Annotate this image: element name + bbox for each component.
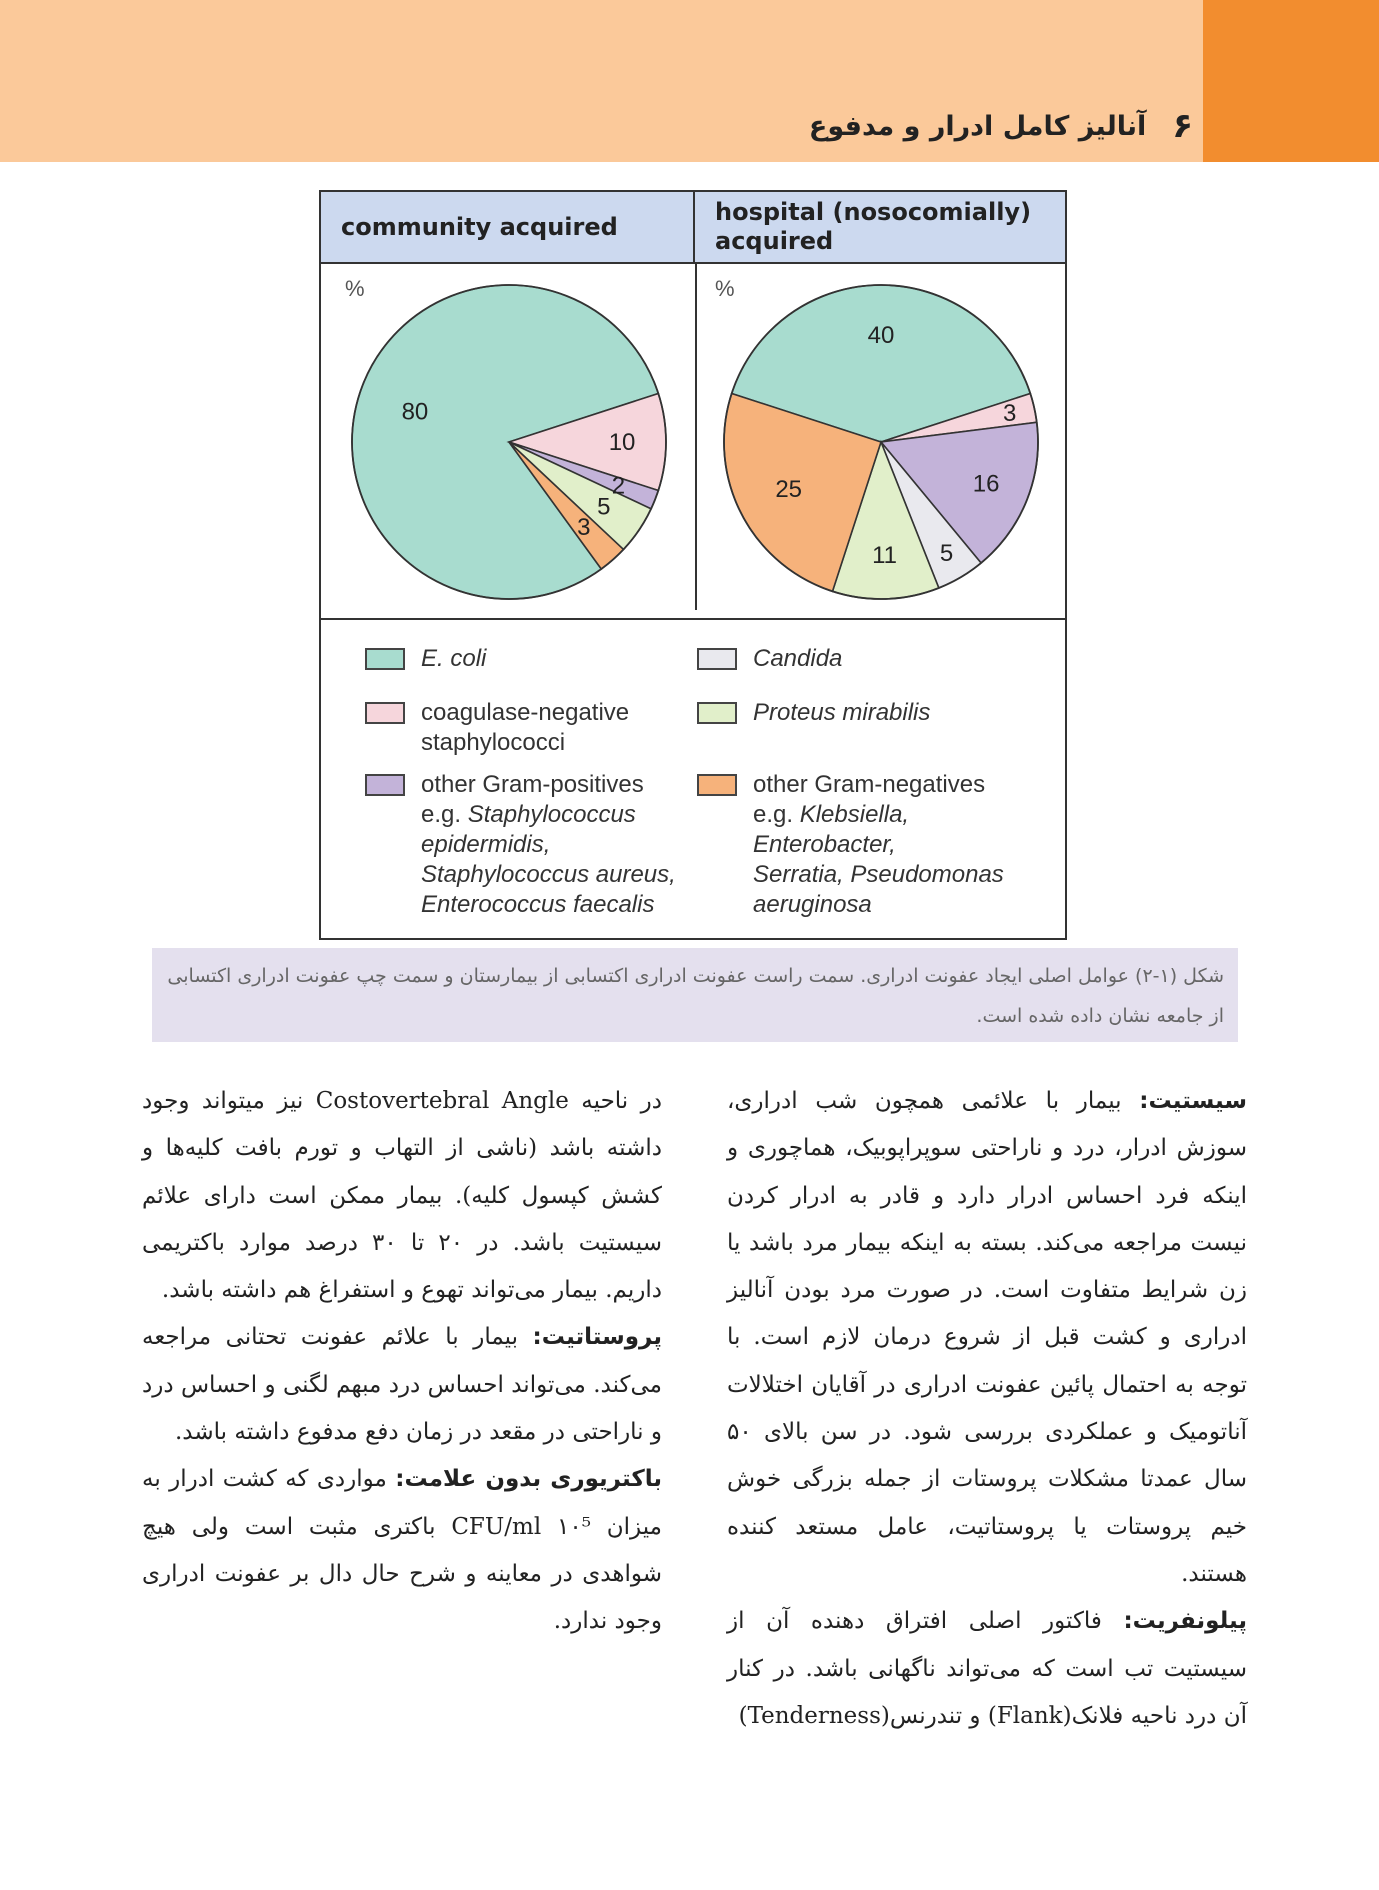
legend-item-coagulase-negative-staphylococci [365,698,629,758]
term-prostatitis: پروستاتیت: [532,1324,662,1351]
community-acquired-pie-chart [321,264,693,618]
legend-label-examples: Staphylococcus epidermidis, Staphylococcus aureus, Enterococcus faecalis [421,801,676,918]
paragraph-pyelonephritis [727,1598,1247,1740]
term-pyelonephritis: پیلونفریت: [1123,1608,1247,1635]
legend-label: E. coli [421,645,487,672]
running-head [809,96,1193,156]
pie-data-label: 3 [577,513,591,541]
legend-swatch [697,774,737,796]
percent-label: % [715,276,735,301]
legend-item-proteus-mirabilis [697,698,930,728]
legend-label [753,770,1004,920]
legend-label-plain: other Gram-positives e.g. [421,771,644,828]
legend-swatch [365,702,405,724]
paragraph-prostatitis [142,1314,662,1456]
legend-item-other-gram-positives [365,770,676,920]
paragraph-text: بیمار با علائم عفونت تحتانی مراجعه می‌کند. می‌تواند احساس درد مبهم لگنی و احساس درد و ناراحتی در مقعد در زمان دفع مدفوع داشته باشد. [142,1324,662,1446]
legend-swatch [697,702,737,724]
legend-item-candida [697,644,842,674]
paragraph-text: فاکتور اصلی افتراق دهنده آن از سیستیت تب است که می‌تواند ناگهانی باشد. در کنار آن درد ناحیه فلانک(Flank) و تندرنس(Tenderness) [727,1608,1247,1729]
figure-caption: شکل (۱-۲) عوامل اصلی ایجاد عفونت ادراری. سمت راست عفونت ادراری اکتسابی از بیمارستان و سمت چپ عفونت ادراری اکتسابی از جامعه نشان داده شده است. [152,948,1238,1042]
pie-data-label: 5 [939,539,954,567]
legend-label: Candida [753,645,843,672]
legend-item-other-gram-negatives [697,770,1004,920]
legend-label: coagulase-negative staphylococci [421,699,630,756]
legend-swatch [365,648,405,670]
hospital-acquired-title: hospital (nosocomially) acquired [715,198,1032,255]
legend-label: Proteus mirabilis [753,699,931,726]
legend-item-e-coli [365,644,486,674]
legend-swatch [697,648,737,670]
pie-data-label: 10 [608,429,636,456]
pie-data-label: 40 [867,322,895,350]
pie-data-label: 16 [972,470,1000,498]
paragraph-text: مواردی که کشت ادرار به میزان ۱۰⁵ CFU/ml باکتری مثبت است ولی هیچ شواهدی در معاینه و شرح حال دال بر عفونت ادراری وجود ندارد. [142,1466,663,1635]
pie-data-label: 25 [775,476,803,504]
pie-data-label: 11 [872,541,898,569]
paragraph-asymptomatic-bacteriuria [142,1456,662,1645]
text-column-left [142,1078,662,1646]
header-accent-tab [1203,0,1379,162]
hospital-acquired-pie-chart [697,264,1065,618]
text-column-right [727,1078,1247,1740]
legend-label-examples: Klebsiella, Enterobacter, Serratia, Pseudomonas aeruginosa [753,801,1004,918]
paragraph-cystitis [727,1078,1247,1598]
pie-data-label: 80 [401,398,429,426]
paragraph-text: بیمار با علائمی همچون شب ادراری، سوزش ادرار، درد و ناراحتی سوپراپوبیک، هماچوری و اینکه فرد احساس ادرار دارد و قادر به ادرار کردن نیست مراجعه می‌کند. بسته به اینکه بیمار مرد باشد یا زن شرایط متفاوت است. در صورت مرد بودن آنالیز ادراری و کشت قبل از شروع درمان لازم است. با توجه به احتمال پائین عفونت ادراری در آقایان اختلالات آناتومیک و عملکردی بررسی شود. در سن بالای ۵۰ سال عمدتا مشکلات پروستات از جمله بزرگی خوش خیم پروستات یا پروستاتیت، عامل مستعد کننده هستند. [727,1088,1247,1587]
figure [319,190,1067,940]
legend-label [421,770,676,920]
hospital-acquired-header [695,192,1065,264]
paragraph-pyelonephritis-continued [142,1078,662,1314]
pie-data-label: 5 [597,493,611,521]
term-asymptomatic-bacteriuria: باکتریوری بدون علامت: [395,1466,662,1493]
community-acquired-header [321,192,695,264]
percent-label: % [345,276,365,301]
chapter-title: آنالیز کامل ادرار و مدفوع [808,110,1147,142]
pie-data-label: 3 [1003,400,1017,428]
paragraph-text: در ناحیه Costovertebral Angle نیز میتواند وجود داشته باشد (ناشی از التهاب و تورم بافت کلیه‌ها و کشش کپسول کلیه). بیمار ممکن است دارای علائم سیستیت باشد. در ۲۰ تا ۳۰ درصد موارد باکتریمی داریم. بیمار می‌تواند تهوع و استفراغ هم داشته باشد. [142,1088,662,1304]
legend-swatch [365,774,405,796]
legend-label-plain: other Gram-negatives e.g. [753,771,986,828]
term-cystitis: سیستیت: [1139,1088,1247,1114]
pie-data-label: 2 [611,472,626,500]
community-acquired-title: community acquired [341,212,618,241]
page-number: ۶ [1172,106,1193,146]
figure-legend-divider [321,618,1065,620]
